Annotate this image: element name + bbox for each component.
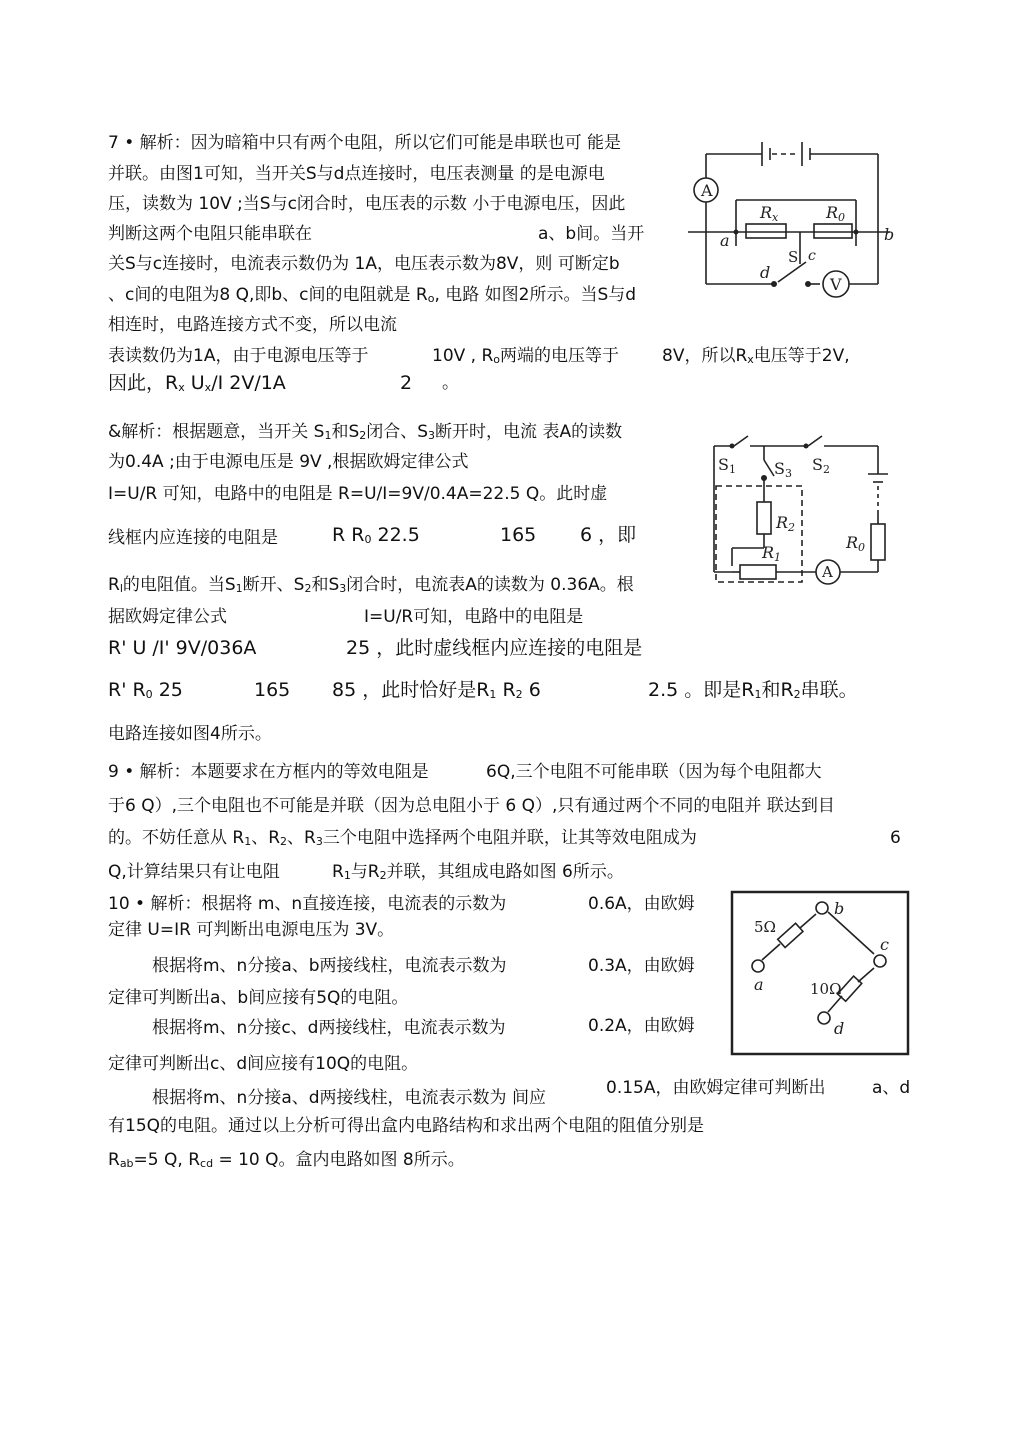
s7-line-9f: 2 <box>400 372 413 394</box>
s8-l5i: 闭合时，电流表A的读数为 0.36A。根 <box>346 575 634 595</box>
figure-3-circuit <box>724 886 914 1064</box>
s7-line-7: 相连时，电路连接方式不变，所以电流 <box>108 315 397 335</box>
s8-l5a: R <box>108 575 120 595</box>
s8-line-4b <box>332 525 420 550</box>
s8-line-8a <box>108 680 183 705</box>
s7-l9a: 因此，R <box>108 372 179 394</box>
s7-l6b: , 电路 如图2所示。当S与d <box>434 285 637 305</box>
s8-line-4a: 线框内应连接的电阻是 <box>108 528 278 548</box>
s8-l8m: 2 <box>793 688 801 701</box>
s9-line-3h: 6 <box>890 828 901 848</box>
s8-l1f: 3 <box>428 429 436 442</box>
s8-l8f: 1 <box>489 688 497 701</box>
s8-line-8j <box>648 680 858 705</box>
s7-l9e: /I 2V/1A <box>211 372 286 394</box>
s7-line-9a <box>108 373 286 398</box>
s8-line-4f: 6 ，即 <box>580 524 637 546</box>
s8-line-6a: 据欧姆定律公式 <box>108 607 227 627</box>
fig1-d-label: d <box>760 263 771 282</box>
s8-line-1 <box>108 422 622 446</box>
s7-l8d: 两端的电压等于 <box>500 346 620 366</box>
fig2-s2: S <box>812 455 823 474</box>
fig3-b-label: b <box>834 899 845 918</box>
s8-line-7b: 25 ，此时虚线框内应连接的电阻是 <box>346 637 643 659</box>
s8-l4c: 0 <box>364 533 372 546</box>
fig2-s1-label <box>718 455 736 476</box>
s10-l9a: R <box>108 1150 120 1170</box>
s10-l9e: = 10 Q。盒内电路如图 8所示。 <box>213 1150 465 1170</box>
s7-l6sub: o <box>427 292 435 305</box>
s8-l8h: 2 <box>515 688 523 701</box>
s7-line-9g: 。 <box>442 373 459 393</box>
s9-l3g: 三个电阻中选择两个电阻并联，让其等效电阻成为 <box>322 828 697 848</box>
s7-l8e: 8V，所以R <box>662 346 748 366</box>
s9-line-1b: 6Q,三个电阻不可能串联（因为每个电阻都大 <box>486 762 822 782</box>
s8-l1c: 和S <box>331 422 360 442</box>
s10-l9b: ab <box>119 1157 134 1170</box>
s7-l8b: 10V , R <box>432 346 494 366</box>
fig1-b-label: b <box>884 225 894 244</box>
fig2-r0: R <box>846 533 859 552</box>
s10-line-9 <box>108 1150 465 1174</box>
fig2-s3-sub: 3 <box>784 467 792 480</box>
s8-l8b: 0 <box>145 688 153 701</box>
fig1-a-label: a <box>720 231 730 250</box>
s8-line-6b: I=U/R可知，电路中的电阻是 <box>364 607 584 627</box>
s7-line-3: 压，读数为 10V ;当S与c闭合时，电压表的示数 小于电源电压，因此 <box>108 194 626 214</box>
s8-l5d: 1 <box>235 582 243 595</box>
fig2-r0-sub: 0 <box>858 541 866 554</box>
fig2-s1: S <box>718 455 729 474</box>
s10-line-1b: 0.6A，由欧姆 <box>588 894 695 914</box>
s9-l3f: 3 <box>315 835 323 848</box>
s10-l9c: =5 Q, R <box>133 1150 201 1170</box>
fig2-r1: R <box>762 543 775 562</box>
fig2-r2: R <box>776 513 789 532</box>
s8-l8e: 85 ，此时恰好是R <box>332 679 490 701</box>
s8-line-8d: 165 <box>254 679 291 701</box>
s9-l3c: 、R <box>251 828 281 848</box>
fig1-ammeter-label: A <box>701 181 713 200</box>
s9-line-2: 于6 Q）,三个电阻也不可能是并联（因为总电阻小于 6 Q）,只有通过两个不同的电阻并 联达到目 <box>108 796 835 816</box>
s7-l8c: o <box>493 353 501 366</box>
figure-2-circuit <box>688 428 900 598</box>
s7-l8f: x <box>747 353 754 366</box>
s8-line-5 <box>108 575 634 599</box>
s8-l5c: 的电阻值。当S <box>122 575 236 595</box>
s7-line-1: 7 • 解析：因为暗箱中只有两个电阻，所以它们可能是串联也可 能是 <box>108 133 622 153</box>
s7-line-8a: 表读数仍为1A，由于电源电压等于 <box>108 346 369 366</box>
s8-l5b: l <box>119 582 123 595</box>
s9-line-4b <box>332 862 624 886</box>
fig2-s1-sub: 1 <box>728 463 736 476</box>
s8-line-8e <box>332 680 541 705</box>
s7-l8g: 电压等于2V, <box>753 346 850 366</box>
s8-line-4e: 165 <box>500 524 537 546</box>
s8-l8i: 6 <box>522 679 541 701</box>
s9-l4e: 2 <box>379 869 387 882</box>
s9-line-3 <box>108 828 697 852</box>
s8-l8a: R' R <box>108 679 146 701</box>
fig2-r2-label <box>775 513 795 534</box>
fig2-s3: S <box>774 459 785 478</box>
fig2-s3-label <box>774 459 792 480</box>
s8-l8l: 和R <box>761 679 794 701</box>
s7-l9b: x <box>178 381 185 394</box>
s7-l9d: x <box>204 381 212 394</box>
fig1-s-label: S <box>788 248 799 266</box>
s8-l1g: 断开时，电流 表A的读数 <box>435 422 623 442</box>
s10-line-5a: 根据将m、n分接c、d两接线柱，电流表示数为 <box>152 1018 506 1038</box>
fig1-r0-sub: 0 <box>838 211 846 224</box>
s10-l9d: cd <box>200 1157 214 1170</box>
s10-line-7c: a、d <box>872 1078 911 1098</box>
s7-line-2: 并联。由图1可知，当开关S与d点连接时，电压表测量 的是电源电 <box>108 164 605 184</box>
s7-line-6 <box>108 285 636 309</box>
s8-l5g: 和S <box>311 575 340 595</box>
fig1-rx: R <box>760 203 773 222</box>
fig2-s2-sub: 2 <box>822 463 830 476</box>
s9-line-1a: 9 • 解析：本题要求在方框内的等效电阻是 <box>108 762 429 782</box>
s9-line-4a: Q,计算结果只有让电阻 <box>108 862 280 882</box>
fig1-rx-sub: x <box>772 211 779 224</box>
s8-line-9: 电路连接如图4所示。 <box>108 724 272 744</box>
fig2-r2-sub: 2 <box>788 521 796 534</box>
fig2-r1-sub: 1 <box>774 551 782 564</box>
fig1-voltmeter-label: V <box>830 275 842 294</box>
s10-line-4: 定律可判断出a、b间应接有5Q的电阻。 <box>108 988 409 1008</box>
s10-line-7a: 根据将m、n分接a、d两接线柱，电流表示数为 间应 <box>152 1088 546 1108</box>
s8-l8c: 25 <box>152 679 183 701</box>
s9-l3a: 的。不妨任意从 R <box>108 828 245 848</box>
s10-line-1a: 10 • 解析：根据将 m、n直接连接，电流表的示数为 <box>108 894 507 914</box>
s8-line-7a: R' U /I' 9V/036A <box>108 637 257 659</box>
fig1-c-label: c <box>808 248 816 264</box>
s8-l5f: 2 <box>304 582 312 595</box>
s8-l8n: 串联。 <box>800 679 858 701</box>
s8-l4d: 22.5 <box>371 524 420 546</box>
s10-line-3b: 0.3A，由欧姆 <box>588 956 695 976</box>
s7-line-4b: a、b间。当开 <box>538 224 645 244</box>
fig2-r1-label <box>761 543 781 564</box>
s8-line-3: I=U/R 可知，电路中的电阻是 R=U/I=9V/0.4A=22.5 Q。此时虚 <box>108 484 608 504</box>
fig1-rx-label <box>759 203 779 224</box>
s9-l4b: R <box>332 862 344 882</box>
fig2-r0-label <box>845 533 865 554</box>
figure-3-svg <box>724 886 914 1060</box>
s9-l3b: 1 <box>244 835 252 848</box>
s7-l6a: 、c间的电阻为8 Q,即b、c间的电阻就是 R <box>108 285 428 305</box>
s7-line-5: 关S与c连接时，电流表示数仍为 1A，电压表示数为8V，则 可断定b <box>108 254 620 274</box>
fig3-5ohm-label: 5Ω <box>754 918 776 936</box>
figure-2-svg <box>688 428 900 594</box>
s8-l1a: &解析：根据题意，当开关 S <box>108 422 325 442</box>
fig1-r0-label <box>825 203 845 224</box>
s9-l3e: 、R <box>287 828 316 848</box>
s8-l1e: 闭合、S <box>366 422 429 442</box>
s7-line-8c <box>662 346 850 370</box>
s8-l8j: 2.5 。即是R <box>648 679 755 701</box>
fig3-a-label: a <box>754 975 764 994</box>
s9-l4c: 1 <box>343 869 351 882</box>
s9-l3d: 2 <box>280 835 288 848</box>
s8-l1d: 2 <box>359 429 367 442</box>
s8-l5e: 断开、S <box>242 575 305 595</box>
s10-line-2: 定律 U=IR 可判断出电源电压为 3V。 <box>108 920 395 940</box>
fig2-ammeter-label: A <box>822 563 833 581</box>
s8-l8g: R <box>496 679 516 701</box>
s10-line-7b: 0.15A，由欧姆定律可判断出 <box>606 1078 826 1098</box>
fig1-r0: R <box>826 203 839 222</box>
s7-line-4a: 判断这两个电阻只能串联在 <box>108 224 312 244</box>
s10-line-5b: 0.2A，由欧姆 <box>588 1016 695 1036</box>
s8-l1b: 1 <box>324 429 332 442</box>
s10-line-8: 有15Q的电阻。通过以上分析可得出盒内电路结构和求出两个电阻的阻值分别是 <box>108 1116 705 1136</box>
s10-line-3a: 根据将m、n分接a、b两接线柱，电流表示数为 <box>152 956 507 976</box>
fig3-d-label: d <box>834 1019 845 1038</box>
s7-line-8b <box>432 346 619 370</box>
figure-1-circuit <box>684 128 894 322</box>
s8-l5h: 3 <box>339 582 347 595</box>
s7-l9c: U <box>184 372 205 394</box>
s10-line-6: 定律可判断出c、d间应接有10Q的电阻。 <box>108 1054 419 1074</box>
fig3-10ohm-label: 10Ω <box>810 980 842 998</box>
figure-1-svg <box>684 128 894 318</box>
s9-l4d: 与R <box>350 862 380 882</box>
fig2-s2-label <box>812 455 830 476</box>
s9-l4f: 并联，其组成电路如图 6所示。 <box>386 862 624 882</box>
s8-line-2: 为0.4A ;由于电源电压是 9V ,根据欧姆定律公式 <box>108 452 469 472</box>
s8-l4b: R R <box>332 524 365 546</box>
fig3-c-label: c <box>880 935 889 954</box>
s8-l8k: 1 <box>754 688 762 701</box>
